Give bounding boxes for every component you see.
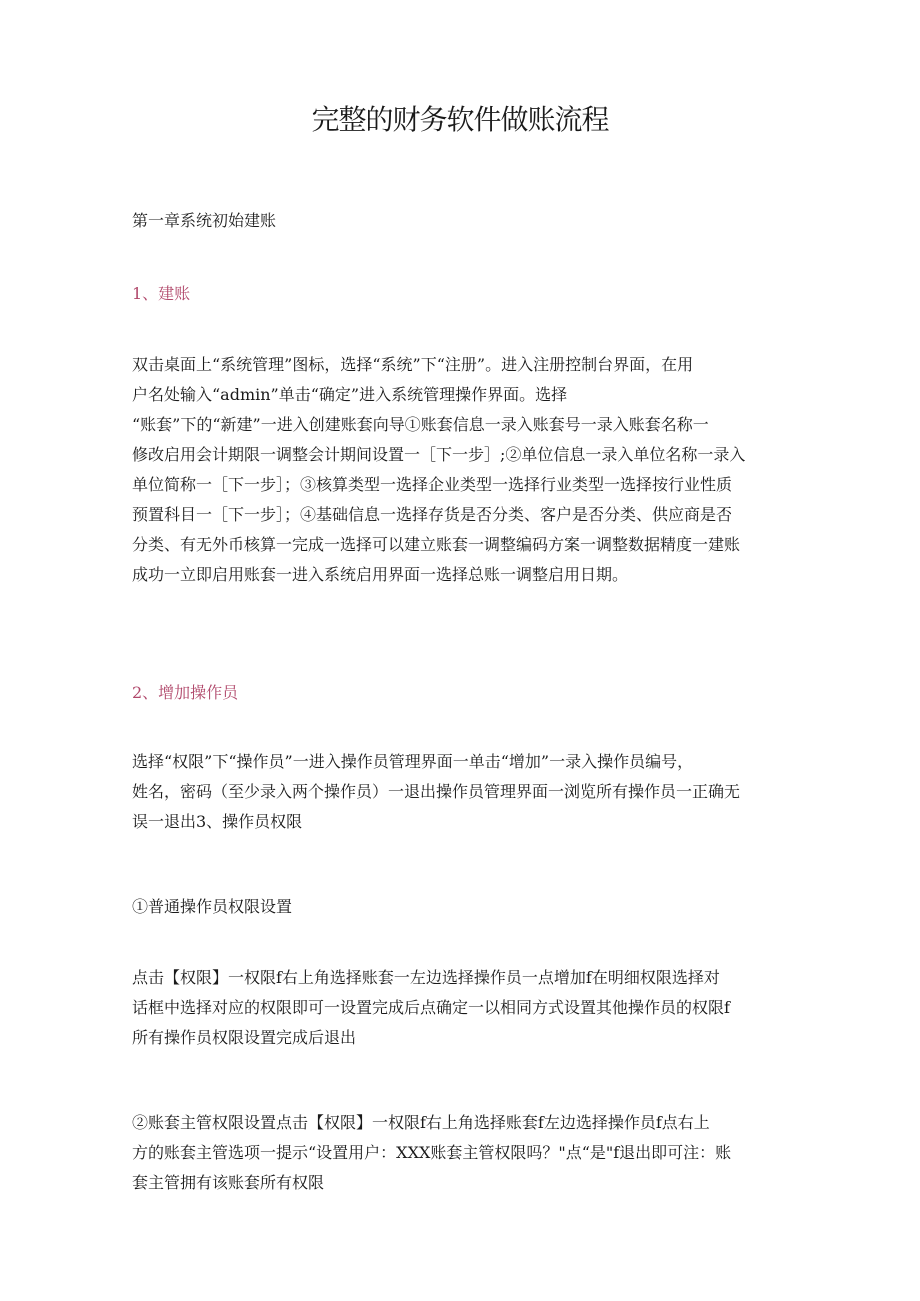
- paragraph-line: 点击【权限】一权限f右上角选择账套一左边选择操作员一点增加f在明细权限选择对: [132, 968, 720, 987]
- paragraph-line: 分类、有无外币核算一完成一选择可以建立账套一调整编码方案一调整数据精度一建账: [132, 535, 741, 554]
- paragraph-line: “账套”下的“新建”一进入创建账套向导①账套信息一录入账套号一录入账套名称一: [132, 415, 709, 434]
- section2-paragraph: [132, 747, 788, 837]
- paragraph-line: 所有操作员权限设置完成后退出: [132, 1028, 357, 1047]
- subsection-heading-normal-operator: ①普通操作员权限设置: [132, 897, 293, 916]
- section1-paragraph: [132, 350, 788, 590]
- paragraph-line: 姓名，密码（至少录入两个操作员）一退出操作员管理界面一浏览所有操作员一正确无: [132, 782, 741, 801]
- subsection1-paragraph: [132, 963, 788, 1053]
- paragraph-line: 成功一立即启用账套一进入系统启用界面一选择总账一调整启用日期。: [132, 565, 629, 584]
- paragraph-line: 户名处输入“admin”单击“确定”进入系统管理操作界面。选择: [132, 385, 568, 404]
- document-title: 完整的财务软件做账流程: [311, 103, 609, 136]
- paragraph-line: 误一退出3、操作员权限: [132, 812, 303, 831]
- paragraph-line: 话框中选择对应的权限即可一设置完成后点确定一以相同方式设置其他操作员的权限f: [132, 998, 730, 1017]
- subsection2-paragraph: [132, 1108, 788, 1198]
- paragraph-line: 单位简称一［下一步］；③核算类型一选择企业类型一选择行业类型一选择按行业性质: [132, 475, 733, 494]
- paragraph-line: 修改启用会计期限一调整会计期间设置一［下一步］;②单位信息一录入单位名称一录入: [132, 445, 746, 464]
- section-heading-build-account: 1、建账: [132, 284, 191, 303]
- paragraph-line: 双击桌面上“系统管理”图标，选择“系统”下“注册”。进入注册控制台界面，在用: [132, 355, 694, 374]
- section-heading-add-operator: 2、增加操作员: [132, 683, 239, 702]
- chapter-heading: 第一章系统初始建账: [132, 211, 277, 230]
- paragraph-line: 选择“权限”下“操作员”一进入操作员管理界面一单击“增加”一录入操作员编号，: [132, 752, 694, 771]
- paragraph-line: ②账套主管权限设置点击【权限】一权限f右上角选择账套f左边选择操作员f点右上: [132, 1113, 710, 1132]
- paragraph-line: 方的账套主管选项一提示“设置用户：XXX账套主管权限吗？"点“是"f退出即可注：账: [132, 1143, 732, 1162]
- paragraph-line: 套主管拥有该账套所有权限: [132, 1173, 325, 1192]
- paragraph-line: 预置科目一［下一步］；④基础信息一选择存货是否分类、客户是否分类、供应商是否: [132, 505, 733, 524]
